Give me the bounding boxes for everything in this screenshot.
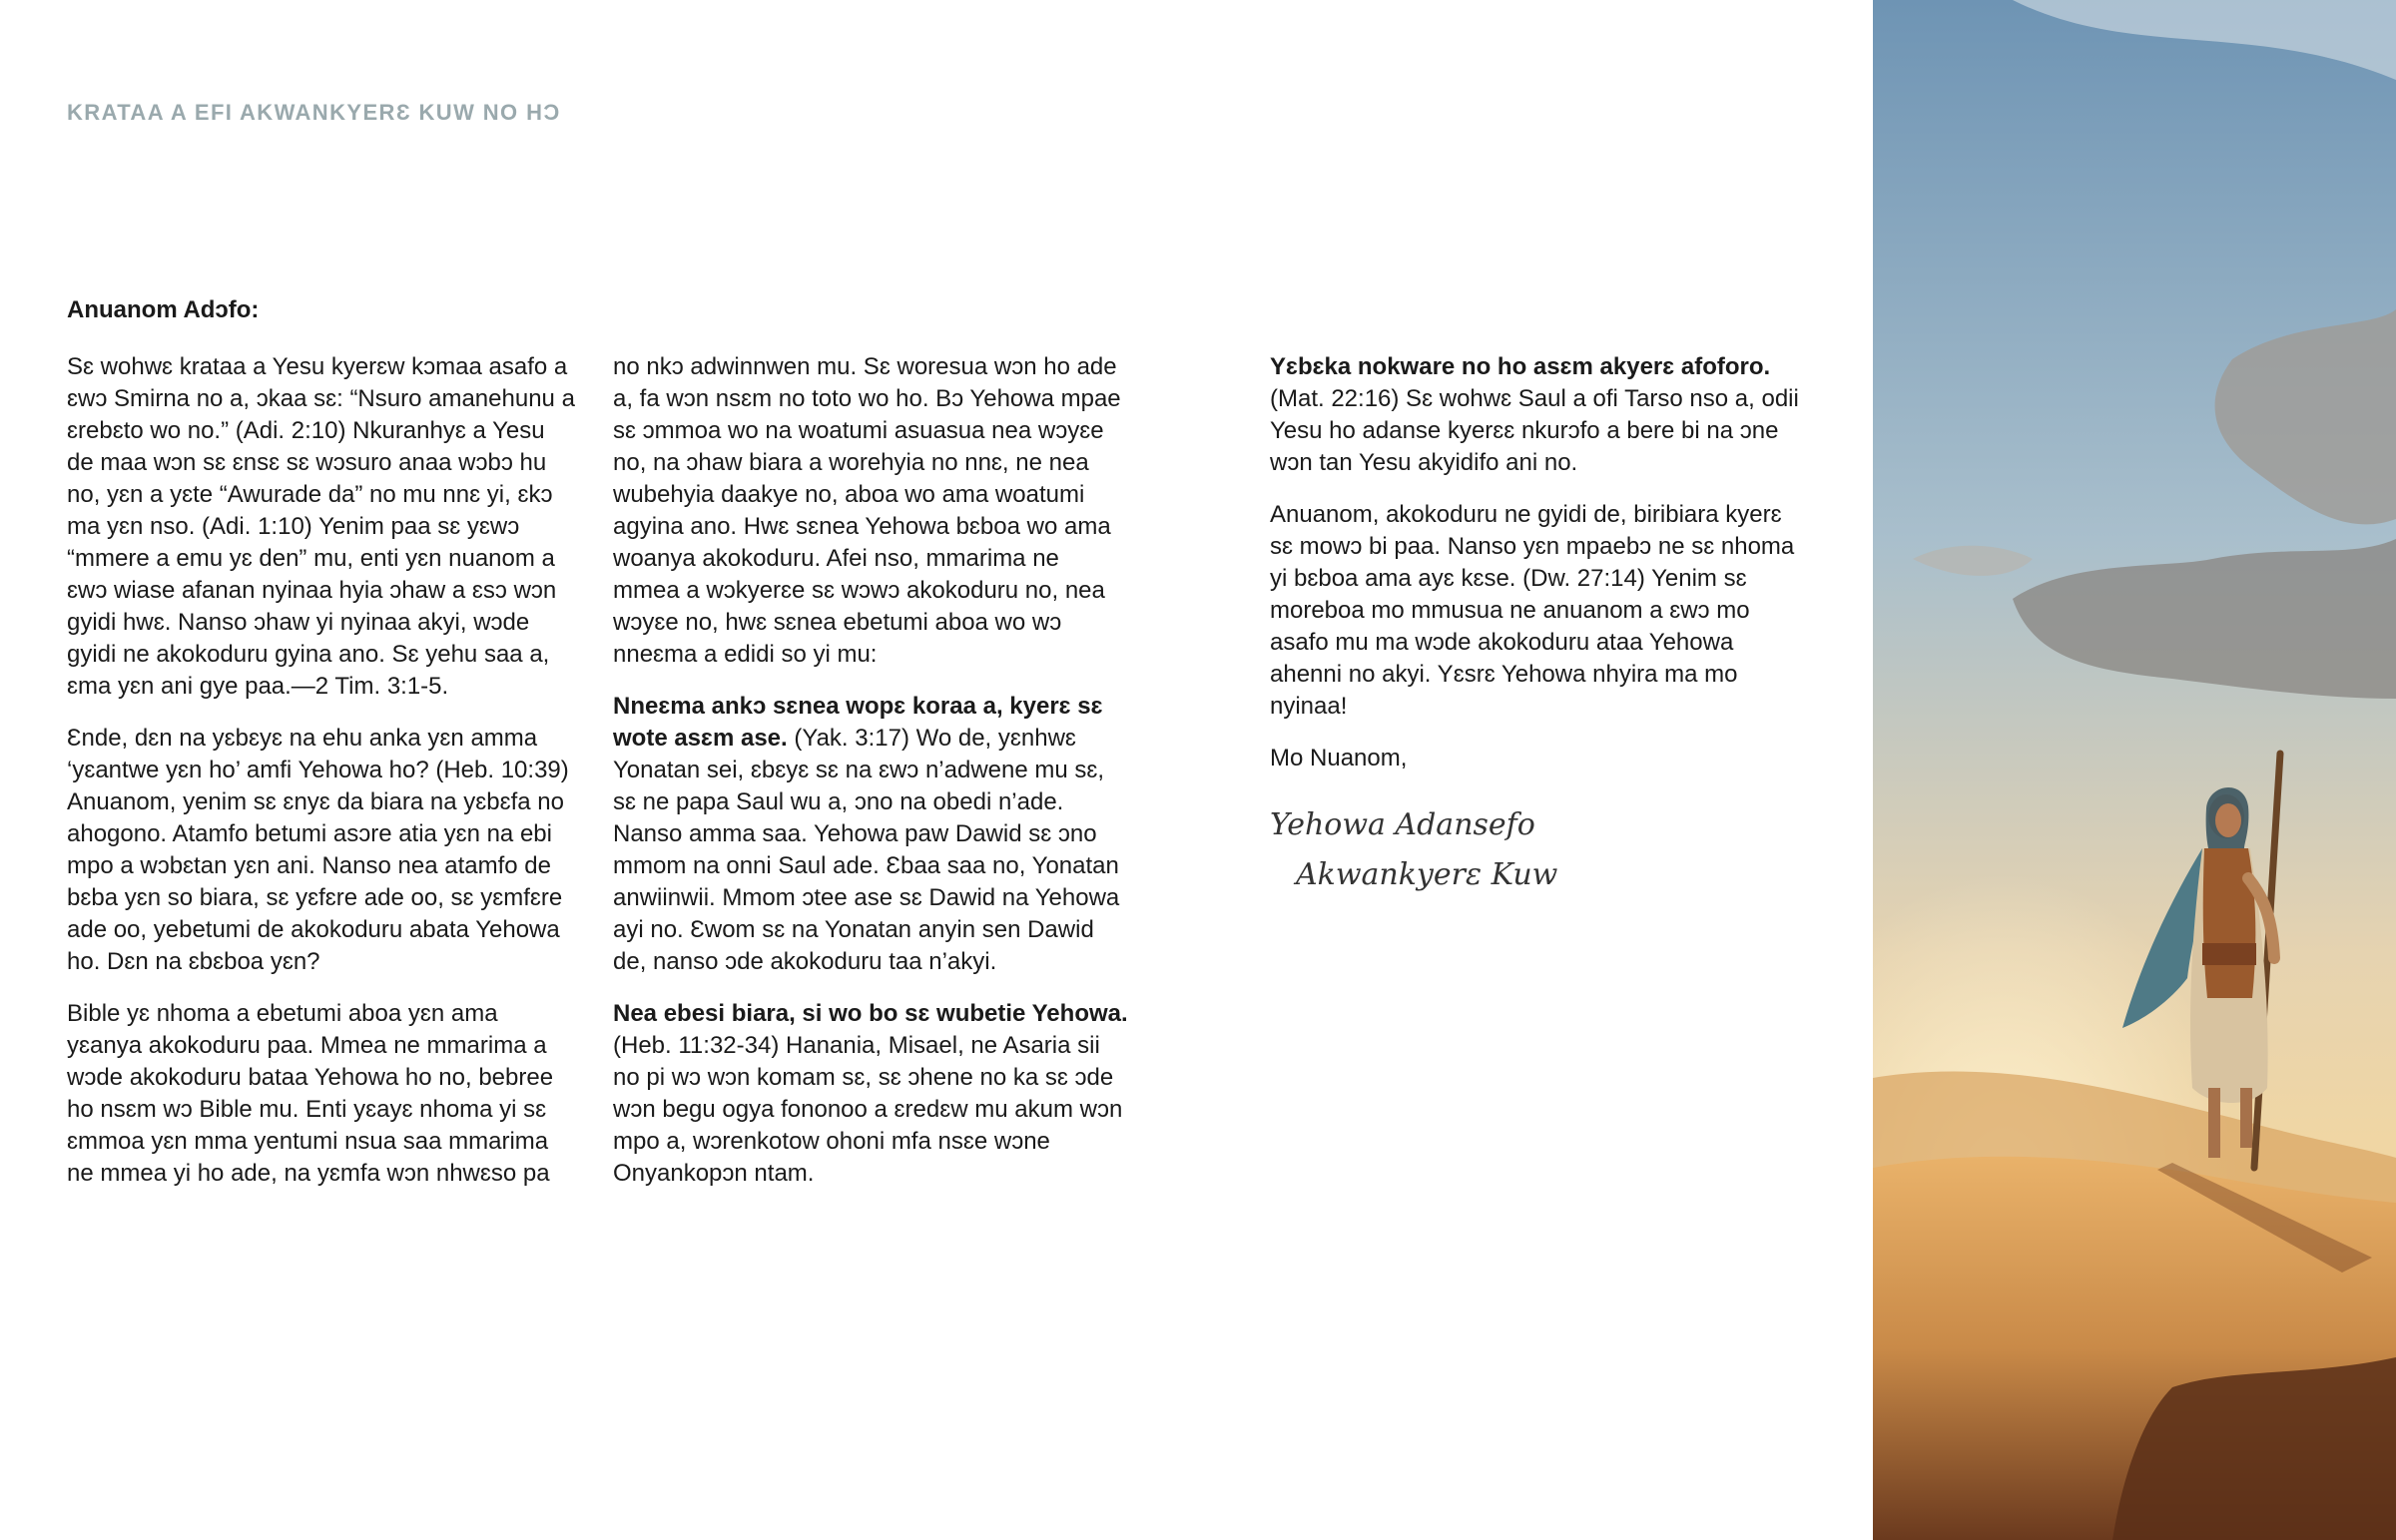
letter-column-1 [67,351,576,1210]
signature-line: Akwankyerɛ Kuw [1296,857,1558,892]
illustration-panel [1873,0,2396,1540]
paragraph-lead: Nneɛma ankɔ sɛnea wopɛ koraa a, kyerɛ sɛ wote asɛm ase. [613,693,1103,752]
letter-salutation: Anuanom Adɔfo: [67,296,260,323]
paragraph [1270,351,1809,479]
paragraph: Sɛ wohwɛ krataa a Yesu kyerɛw kɔmaa asafo a ɛwɔ Smirna no a, ɔkaa sɛ: “Nsuro amanehunu a ɛrebɛto wo no.” (Adi. 2:10) Nkuranhyɛ a Yesu de maa wɔn sɛ ɛnsɛ sɛ wɔsuro anaa wɔbɔ hu no, yɛn a yɛte “Awurade da” no mu nnɛ yi, ɛkɔ ma yɛn nso. (Adi. 1:10) Yenim paa sɛ yɛwɔ “mmere a emu yɛ den” mu, enti yɛn nuanom a ɛwɔ wiase afanan nyinaa hyia ɔhaw a ɛsɔ wɔn gyidi hwɛ. Nanso ɔhaw yi nyinaa akyi, wɔde gyidi ne akokoduru gyina ano. Sɛ yehu saa a, ɛma yɛn ani gye paa.—2 Tim. 3:1-5. [67,353,575,700]
letter-closing: Mo Nuanom, [1270,745,1408,771]
paragraph-lead: Yɛbɛka nokware no ho asɛm akyerɛ afoforo. [1270,353,1771,380]
letter-column-2 [613,351,1132,1210]
desert-traveler-illustration [1873,0,2396,1540]
paragraph: Anuanom, akokoduru ne gyidi de, biribiara kyerɛ sɛ mowɔ bi paa. Nanso yɛn mpaebɔ ne sɛ nhoma yi bɛboa ama ayɛ kɛse. (Dw. 27:14) Yenim sɛ moreboa mo mmusua ne anuanom a ɛwɔ mo asafo mu ma wɔde akokoduru ataa Yehowa ahenni no akyi. Yɛsrɛ Yehowa nhyira ma mo nyinaa! [1270,501,1795,720]
paragraph-body: (Heb. 11:32-34) Hanania, Misael, ne Asaria sii no pi wɔ wɔn komam sɛ, sɛ ɔhene no ka sɛ ɔde wɔn begu ogya fononoo a ɛredɛw mu akum wɔn mpo a, wɔrenkotow ohoni mfa nsɛe wɔne Onyankopɔn ntam. [613,1032,1123,1187]
section-header: KRATAA A EFI AKWANKYERƐ KUW NO HƆ [67,100,561,125]
paragraph: no nkɔ adwinnwen mu. Sɛ woresua wɔn ho ade a, fa wɔn nsɛm no toto wo ho. Bɔ Yehowa mpae sɛ ɔmmoa wo na woatumi asuasua nea wɔyɛe no, na ɔhaw biara a worehyia no nnɛ, ne nea wubehyia daakye no, aboa wo ama woatumi agyina ano. Hwɛ sɛnea Yehowa bɛboa wo ama woanya akokoduru. Afei nso, mmarima ne mmea a wɔkyerɛe sɛ wɔwɔ akokoduru no, nea wɔyɛe no, hwɛ sɛnea ebetumi aboa wo wɔ nneɛma a edidi so yi mu: [613,353,1121,668]
paragraph-lead: Nea ebesi biara, si wo bo sɛ wubetie Yehowa. [613,1000,1128,1027]
paragraph-body: (Mat. 22:16) Sɛ wohwɛ Saul a ofi Tarso nso a, odii Yesu ho adanse kyerɛɛ nkurɔfo a bere bi na ɔne wɔn tan Yesu akyidifo ani no. [1270,385,1799,476]
paragraph: Ɛnde, dɛn na yɛbɛyɛ na ehu anka yɛn amma ‘yɛantwe yɛn ho’ amfi Yehowa ho? (Heb. 10:39) Anuanom, yenim sɛ ɛnyɛ da biara na yɛbɛfa no ahogono. Atamfo betumi asɔre atia yɛn na ebi mpo a wɔbɛtan yɛn ani. Nanso nea atamfo de bɛba yɛn so biara, sɛ yɛfɛre ade oo, sɛ yɛmfɛre ade oo, yebetumi de akokoduru abata Yehowa ho. Dɛn na ɛbɛboa yɛn? [67,725,569,975]
signature-line: Yehowa Adansefo [1270,807,1535,842]
paragraph-body: (Yak. 3:17) Wo de, yɛnhwɛ Yonatan sei, ɛbɛyɛ sɛ na ɛwɔ n’adwene mu sɛ, sɛ ne papa Saul wu a, ɔno na obedi n’ade. Nanso amma saa. Yehowa paw Dawid sɛ ɔno mmom na onni Saul ade. Ɛbaa saa no, Yonatan anwiinwii. Mmom ɔtee ase sɛ Dawid na Yehowa ayi no. Ɛwom sɛ na Yonatan anyin sen Dawid de, nanso ɔde akokoduru taa n’akyi. [613,725,1120,975]
paragraph: Bible yɛ nhoma a ebetumi aboa yɛn ama yɛanya akokoduru paa. Mmea ne mmarima a wɔde akokoduru bataa Yehowa ho no, bebree ho nsɛm wɔ Bible mu. Enti yɛayɛ nhoma yi sɛ ɛmmoa yɛn mma yentumi nsua saa mmarima ne mmea yi ho ade, na yɛmfa wɔn nhwɛso pa [67,1000,554,1187]
paragraph [613,691,1132,978]
signature [1270,800,1809,900]
paragraph [613,998,1132,1190]
letter-column-3 [1270,351,1809,900]
